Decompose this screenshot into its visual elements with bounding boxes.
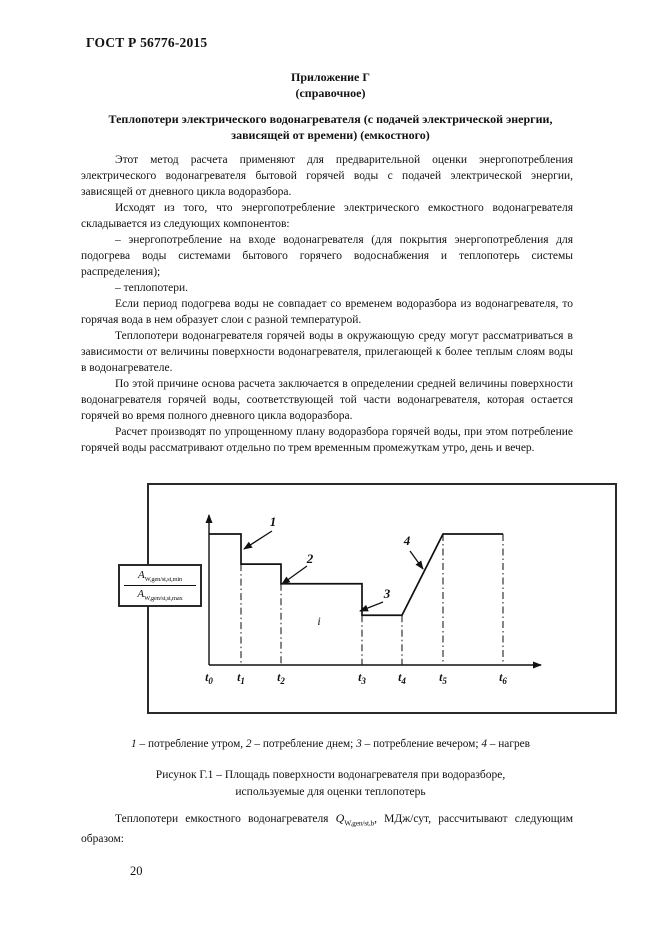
paragraph: По этой причине основа расчета заключается в определении средней величины поверхности водонагревателя горячей воды, соответствующей той части водонагревателя, которая остается горячей во время полного дневного цикла водоразбора. bbox=[81, 378, 573, 422]
svg-text:t3: $t_3$ bbox=[358, 670, 366, 686]
paragraph: Если период подогрева воды не совпадает со временем водоразбора из водонагревателя, то горячая вода в нем образует слои с разной температурой. bbox=[81, 298, 573, 326]
figure-legend bbox=[0, 738, 661, 750]
y-axis-fraction-label bbox=[118, 564, 202, 607]
svg-text:i: i bbox=[317, 614, 321, 628]
paragraph: Теплопотери водонагревателя горячей воды в окружающую среду могут рассматриваться в зависимости от величины поверхности водонагревателя, прилегающей к более теплым слоям воды в водонагревателе. bbox=[81, 330, 573, 374]
fraction-denominator: $A_{W,gen/st,st,max}$ bbox=[137, 588, 183, 602]
legend-item-2: 2 – потребление днем; bbox=[245, 738, 357, 750]
document-code-header: ГОСТ Р 56776-2015 bbox=[86, 35, 208, 50]
body-text bbox=[81, 152, 573, 456]
q-symbol: Q bbox=[335, 811, 345, 825]
svg-text:t1: $t_1$ bbox=[237, 670, 245, 686]
paragraph: Расчет производят по упрощенному плану водоразбора горячей воды, при этом потребление горячей воды рассматривают отдельно по трем временным промежуткам утро, день и вечер. bbox=[81, 426, 573, 454]
svg-text:3: 3 bbox=[383, 586, 391, 601]
svg-text:t4: $t_4$ bbox=[398, 670, 406, 686]
svg-text:1: 1 bbox=[269, 514, 277, 529]
appendix-title-line1: Теплопотери электрического водонагревателя (с подачей электрической энергии, bbox=[108, 112, 553, 126]
paragraph-bullet: – энергопотребление на входе водонагревателя (для покрытия энергопотребления для подогрева воды системами бытового горячего водоснабжения и теплопотерь системы распределения); bbox=[81, 234, 573, 278]
paragraph: Этот метод расчета применяют для предварительной оценки энергопотребления электрического водонагревателя бытовой горячей воды с подачей электрической энергии, зависящей от дневного цикла водоразбора. bbox=[81, 154, 573, 198]
legend-item-3: 3 – потребление вечером; bbox=[356, 738, 482, 750]
figure-caption bbox=[0, 767, 661, 801]
figure-caption-line1: Рисунок Г.1 – Площадь поверхности водонагревателя при водоразборе, bbox=[155, 769, 506, 781]
closing-paragraph: Теплопотери емкостного водонагревателя $Q_{W,gen/st,b}$, МДж/сут, рассчитывают следующим образом: bbox=[81, 811, 573, 846]
svg-text:t2: $t_2$ bbox=[277, 670, 285, 686]
svg-text:2: 2 bbox=[306, 551, 314, 566]
page-number: 20 bbox=[130, 864, 143, 878]
svg-text:4: 4 bbox=[403, 533, 411, 548]
appendix-label: Приложение Г bbox=[290, 70, 370, 84]
appendix-heading bbox=[0, 69, 661, 101]
figure-g1-chart bbox=[149, 485, 615, 712]
fraction-numerator: $A_{W,gen/st,st,min}$ bbox=[124, 569, 196, 586]
appendix-title-line2: зависящей от времени) (емкостного) bbox=[231, 128, 430, 142]
paragraph: Исходят из того, что энергопотребление электрического емкостного водонагревателя складывается из следующих компонентов: bbox=[81, 202, 573, 230]
svg-text:t6: $t_6$ bbox=[499, 670, 507, 686]
figure-frame bbox=[147, 483, 617, 714]
legend-item-4: 4 – нагрев bbox=[481, 738, 530, 750]
svg-text:t0: $t_0$ bbox=[205, 670, 213, 686]
q-subscript: W,gen/st,b bbox=[344, 818, 375, 828]
figure-caption-line2: используемые для оценки теплопотерь bbox=[235, 786, 426, 798]
paragraph-bullet: – теплопотери. bbox=[115, 282, 189, 294]
svg-text:t5: $t_5$ bbox=[439, 670, 447, 686]
appendix-title bbox=[0, 111, 661, 143]
appendix-kind: (справочное) bbox=[295, 86, 366, 100]
legend-item-1: 1 – потребление утром, bbox=[131, 738, 246, 750]
